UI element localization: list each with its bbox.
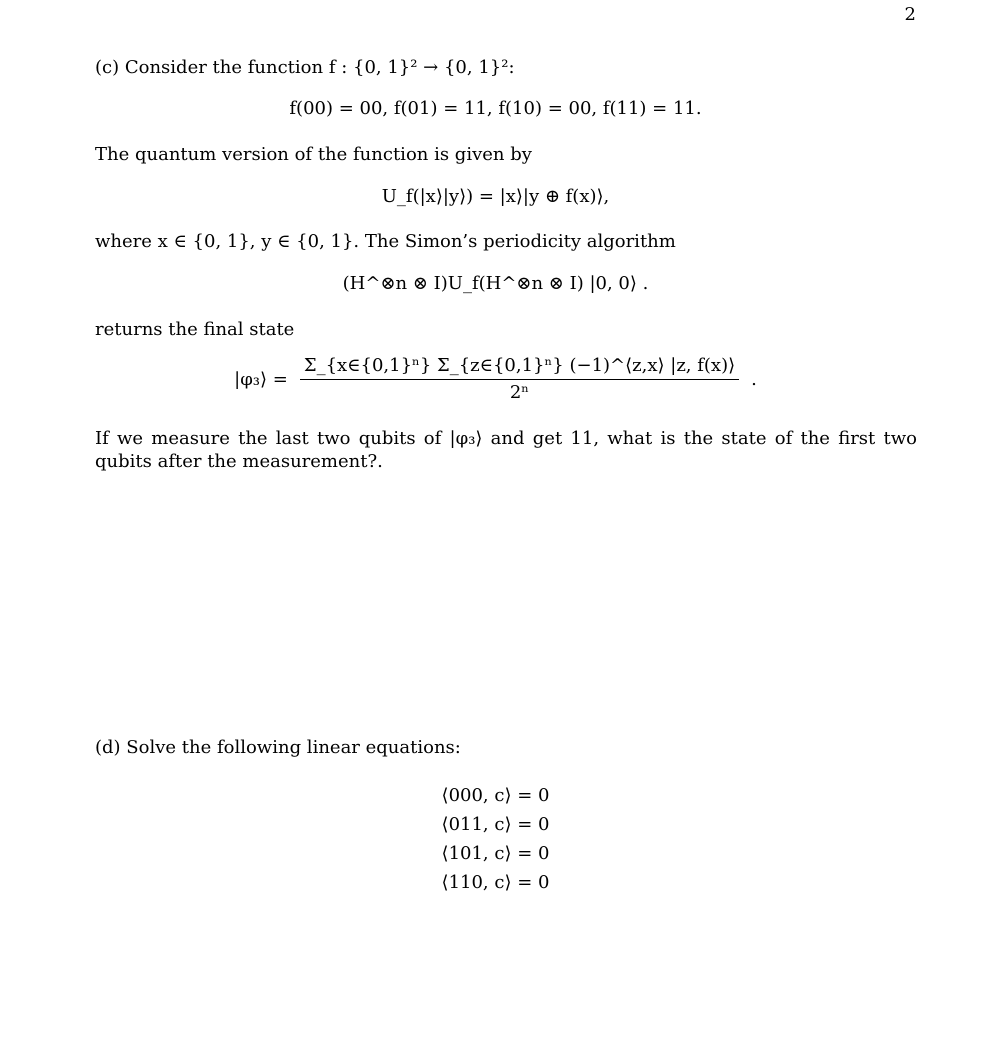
state-end: .: [751, 368, 757, 390]
algorithm-equation: (H^⊗n ⊗ I)U_f(H^⊗n ⊗ I) |0, 0⟩ .: [342, 273, 649, 294]
state-numerator: Σ_{x∈{0,1}ⁿ} Σ_{z∈{0,1}ⁿ} (−1)^⟨z,x⟩ |z, f(x)⟩: [300, 355, 739, 380]
where-clause: where x ∈ {0, 1}, y ∈ {0, 1}. The Simon’s periodicity algorithm: [95, 231, 676, 252]
linear-equation: ⟨110, c⟩ = 0: [441, 872, 550, 893]
part-c-intro: (c) Consider the function f : {0, 1}² → {0, 1}²:: [95, 57, 515, 78]
page-number: 2: [904, 4, 916, 25]
measurement-question: If we measure the last two qubits of |φ₃⟩ and get 11, what is the state of the first two qubits after the measurement?.: [95, 428, 917, 472]
returns-text: returns the final state: [95, 319, 295, 340]
linear-equation: ⟨011, c⟩ = 0: [441, 814, 550, 835]
state-lhs: |φ₃⟩ =: [234, 368, 288, 390]
linear-equation: ⟨000, c⟩ = 0: [441, 785, 550, 806]
quantum-version-intro: The quantum version of the function is given by: [95, 144, 532, 165]
unitary-equation: U_f(|x⟩|y⟩) = |x⟩|y ⊕ f(x)⟩,: [381, 186, 610, 207]
function-definition: f(00) = 00, f(01) = 11, f(10) = 00, f(11) = 11.: [289, 98, 702, 119]
state-fraction: [300, 355, 739, 403]
part-d-intro: (d) Solve the following linear equations:: [95, 737, 461, 758]
state-denominator: 2ⁿ: [509, 382, 530, 403]
linear-equation-system: [0, 781, 991, 897]
linear-equation: ⟨101, c⟩ = 0: [441, 843, 550, 864]
final-state-equation: [0, 355, 991, 403]
